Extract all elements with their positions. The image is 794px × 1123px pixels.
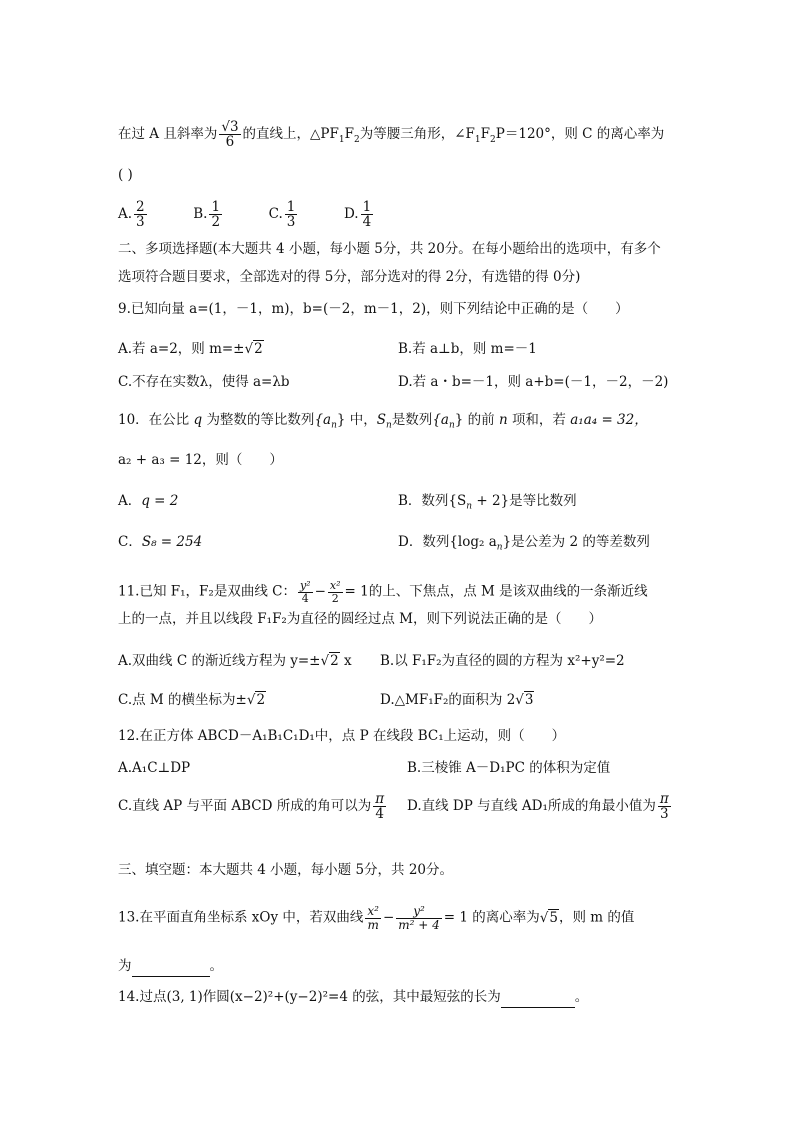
- q8-option-c-label: C.: [268, 206, 283, 223]
- q13-frac-y-den: m² + 4: [398, 917, 440, 932]
- q13-frac-y: [396, 905, 442, 931]
- q10-text-4: 是数列: [391, 412, 433, 428]
- q12-option-d: [407, 792, 673, 821]
- q12-option-c-text: C.直线 AP 与平面 ABCD 所成的角可以为: [118, 798, 372, 815]
- section2-heading-line2: 选项符合题目要求，全部选对的得 5分，部分选对的得 2分，有选错的得 0分): [118, 269, 581, 285]
- q11-option-b: B.以 F₁F₂为直径的圆的方程为 x²+y²=2: [380, 653, 625, 669]
- q8-text-c: F: [344, 126, 354, 143]
- q10-stem-line2: a₂ + a₃ = 12，则（ ）: [118, 452, 283, 468]
- q10-text-6: 项和，若: [511, 412, 566, 428]
- q11-c-radicand: 2: [256, 692, 266, 708]
- q11-frac-y: [298, 580, 313, 604]
- q11-option-a-text: A.双曲线 C 的渐近线方程为 y=±: [118, 653, 321, 669]
- q9-option-d: D.若 a・b=－1，则 a+b=(－1，－2，－2): [398, 374, 669, 390]
- q8-slope-den: 6: [225, 134, 235, 151]
- q10-sn: S: [376, 412, 387, 428]
- section3-heading: 三、填空题：本大题共 4 小题，每小题 5分，共 20分。: [118, 862, 454, 878]
- q13-frac-x: [365, 905, 381, 931]
- q8-a-num: 2: [136, 199, 145, 215]
- q10-option-a: [118, 491, 178, 511]
- q10-an-set: {a: [314, 412, 332, 428]
- q11-frac-x: [328, 580, 343, 604]
- q10-option-c-label: C．: [118, 534, 142, 550]
- q10-condition-1: a₁a₄ = 32，: [570, 412, 648, 428]
- q11-equals: = 1: [344, 583, 369, 600]
- q12-stem: 12.在正方体 ABCD－A₁B₁C₁D₁中，点 P 在线段 BC₁上运动，则（ ）: [118, 728, 566, 744]
- q9-option-b: B.若 a⊥b，则 m=－1: [398, 341, 537, 357]
- q10-option-b-text: B．数列{S: [398, 493, 467, 509]
- q13-text-2: = 1 的离心率为: [443, 909, 540, 926]
- q13-sqrt: √5: [539, 909, 558, 926]
- q11-text-1: 11.已知 F₁，F₂是双曲线 C：: [118, 583, 296, 600]
- q11-option-a: [118, 651, 352, 671]
- q10-option-d-tail: }是公差为 2 的等差数列: [502, 534, 650, 550]
- q8-option-d-label: D.: [343, 206, 359, 223]
- q8-option-c-fraction: [285, 200, 298, 229]
- q11-d-radicand: 3: [524, 692, 534, 708]
- q8-text-d: 为等腰三角形，∠F: [359, 126, 475, 143]
- q13-stem-line2: [118, 956, 223, 977]
- q8-paren: ( ): [118, 167, 133, 183]
- q8-slope-num: √3: [221, 119, 239, 135]
- q8-c-num: 1: [286, 199, 296, 215]
- q8-text-b: 的直线上，△PF: [242, 126, 339, 143]
- q11-option-a-tail: x: [339, 653, 352, 669]
- q10-option-d-text: D．数列{log₂ a: [398, 534, 497, 550]
- q8-text-f: P＝120°，则 C 的离心率为: [495, 126, 665, 143]
- q9-option-a-text: A.若 a=2，则 m=±: [118, 341, 245, 357]
- q11-a-radicand: 2: [330, 653, 339, 669]
- q10-text-5: } 的前: [454, 412, 495, 428]
- q13-text-4: 为: [118, 958, 132, 974]
- q10-option-b: B．数列$\{S_n + 2\}$是等比数列: [398, 493, 577, 512]
- q8-b-num: 1: [211, 199, 221, 215]
- q8-b-den: 2: [211, 214, 221, 231]
- q11-frac-y-den: 4: [301, 591, 309, 605]
- q8-option-b-label: B.: [193, 206, 208, 223]
- q12-option-c-fraction: [373, 792, 386, 821]
- q10-text-3: } 中，: [336, 412, 377, 428]
- q8-d-den: 4: [362, 214, 372, 231]
- q14-answer-blank[interactable]: [501, 987, 575, 1008]
- q13-text-3: ，则 m 的值: [558, 909, 635, 926]
- q10-text-1: 10．在公比: [118, 412, 190, 428]
- q8-option-b-fraction: [209, 200, 222, 229]
- q8-text-e: F: [480, 126, 491, 143]
- q11-stem-line2: 上的一点，并且以线段 F₁F₂为直径的圆经过点 M，则下列说法正确的是（ ）: [118, 611, 602, 627]
- q12-option-c: [118, 792, 388, 821]
- q9-stem: 9.已知向量 a=(1，－1，m)，b=(－2，m－1，2)，则下列结论中正确的是（ ）: [118, 301, 629, 317]
- q12-option-b: B.三棱锥 A－D₁PC 的体积为定值: [407, 760, 611, 776]
- q12-c-num: π: [375, 791, 385, 807]
- q8-option-d-fraction: [361, 200, 374, 229]
- q14-end: 。: [574, 989, 589, 1005]
- q12-option-d-fraction: [658, 792, 671, 821]
- q8-d-num: 1: [362, 199, 372, 215]
- q13-answer-blank[interactable]: [132, 956, 210, 977]
- q9-option-c: C.不存在实数λ，使得 a=λb: [118, 374, 290, 390]
- q11-option-d: [380, 690, 534, 710]
- q10-text-2: 为整数的等比数列: [206, 412, 315, 428]
- q11-frac-x-num: x²: [329, 579, 341, 592]
- q11-text-2: 的上、下焦点，点 M 是该双曲线的一条渐近线: [368, 583, 648, 600]
- q10-option-b-tail: + 2}是等比数列: [472, 493, 577, 509]
- q12-d-den: 3: [660, 806, 669, 823]
- q10-option-a-label: A．: [118, 493, 142, 509]
- q9-a-radicand: 2: [254, 341, 263, 357]
- q11-option-d-sqrt: √3: [515, 692, 534, 708]
- q13-minus: −: [382, 909, 395, 926]
- q10-option-d: D．数列{log₂ $a_n$}是公差为 2 的等差数列: [398, 534, 650, 553]
- q11-option-c-sqrt: √2: [246, 692, 266, 708]
- q11-frac-x-den: 2: [331, 591, 339, 605]
- q10-n: n: [498, 412, 508, 428]
- q10-an-set-2: {a: [432, 412, 449, 428]
- q13-frac-y-num: y²: [396, 905, 442, 919]
- q10-stem-line1: 10．在公比 q 为整数的等比数列$\{a_n\}$ 中，$S_n$是数列$\{a_n\}$ 的前 n 项和，若 a₁a₄ = 32，: [118, 412, 648, 431]
- q13-frac-x-num: x²: [367, 904, 379, 918]
- q10-q: q: [193, 412, 203, 428]
- q9-option-a: [118, 339, 264, 359]
- q14-stem: [118, 987, 588, 1008]
- q8-text-a: 在过 A 且斜率为: [118, 126, 218, 143]
- q12-option-d-text: D.直线 DP 与直线 AD₁所成的角最小值为: [407, 798, 656, 815]
- q13-end: 。: [209, 958, 223, 974]
- q8-option-a-fraction: [134, 200, 147, 229]
- q12-c-den: 4: [375, 806, 384, 823]
- q10-option-c: [118, 532, 202, 552]
- q13-stem-line1: [118, 905, 634, 931]
- q8-c-den: 3: [286, 214, 296, 231]
- q9-option-a-sqrt: √2: [244, 341, 263, 357]
- q13-radicand: 5: [549, 909, 558, 926]
- q12-option-a: A.A₁C⊥DP: [118, 760, 191, 776]
- q10-option-c-expr: S₈ = 254: [141, 534, 203, 550]
- q11-option-a-sqrt: √2: [320, 653, 339, 669]
- q11-option-d-text: D.△MF₁F₂的面积为 2: [380, 692, 516, 708]
- q11-frac-y-num: y²: [299, 579, 311, 592]
- section2-heading-line1: 二、多项选择题(本大题共 4 小题，每小题 5分，共 20分。在每小题给出的选项中，有多个: [118, 241, 661, 257]
- q12-d-num: π: [659, 791, 669, 807]
- q8-options: [118, 200, 375, 229]
- q11-option-c-text: C.点 M 的横坐标为±: [118, 692, 247, 708]
- q11-stem-line1: [118, 580, 648, 604]
- q10-option-a-expr: q = 2: [141, 493, 179, 509]
- q13-frac-x-den: m: [367, 917, 379, 932]
- q8-stem: 在过 A 且斜率为 $\frac{√3}{6}$ 的直线上，$\triangle PF_1F_2$为等腰三角形，$\angle F_1F_2P=120^\circ$，则 C 的离心率为: [118, 119, 665, 151]
- q8-slope-fraction: [219, 120, 240, 149]
- q8-option-a-label: A.: [118, 206, 133, 223]
- q13-text-1: 13.在平面直角坐标系 xOy 中，若双曲线: [118, 909, 364, 926]
- q11-option-c: [118, 690, 266, 710]
- q8-a-den: 3: [136, 214, 145, 231]
- q14-text: 14.过点(3, 1)作圆(x−2)²+(y−2)²=4 的弦，其中最短弦的长为: [118, 989, 501, 1005]
- q11-minus: −: [314, 583, 326, 600]
